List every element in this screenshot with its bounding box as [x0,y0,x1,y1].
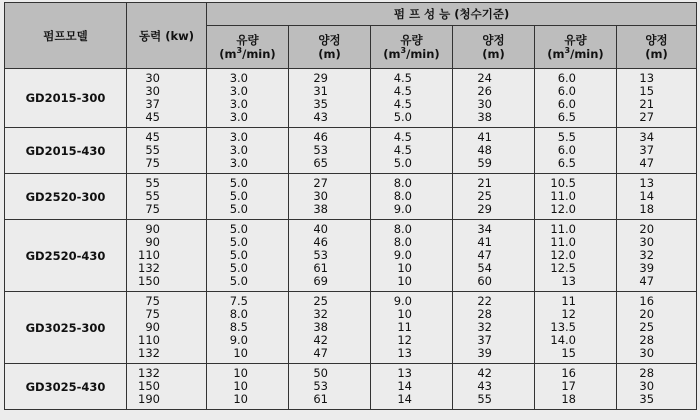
head-label: 양정 [482,33,505,47]
flow-label: 유량 [564,33,587,47]
flow-unit: $(m^3/\min)$ [547,46,604,61]
flow-value: 11.0 [550,222,576,236]
head-value: 53 [313,143,328,157]
head-value: 35 [639,392,655,406]
power-value: 30 [145,71,160,85]
flow-value: 4.5 [393,84,412,98]
flow-value: 3.0 [229,156,248,170]
power-header: 동력 (kw) [127,3,207,69]
power-value: 132 [138,346,160,360]
power-value: 75 [145,294,160,308]
head-cell [453,69,535,128]
flow-value: 10.5 [550,176,576,190]
flow-cell [371,69,453,128]
head-cell [289,174,371,220]
head-unit: (m) [645,47,668,61]
head-value: 48 [477,143,492,157]
flow-cell [371,174,453,220]
flow-value: 5.0 [229,261,248,275]
flow-value: 13.5 [550,320,576,334]
power-value: 132 [138,366,160,380]
head-value: 61 [313,261,328,275]
head-cell [453,174,535,220]
head-cell [453,364,535,410]
head-cell [453,220,535,292]
flow-value: 10 [233,392,248,406]
head-value: 43 [313,110,328,124]
flow-value: 5.0 [229,202,248,216]
flow-value: 10 [397,274,412,288]
flow-value: 3.0 [229,143,248,157]
head-value: 30 [477,97,492,111]
head-value: 39 [477,346,492,360]
power-value: 55 [145,143,160,157]
head-value: 69 [313,274,328,288]
power-value: 110 [138,248,160,262]
flow-value: 3.0 [229,110,248,124]
flow-value: 11 [397,320,412,334]
power-value: 150 [138,379,160,393]
power-value: 55 [145,176,160,190]
head-value: 41 [477,235,492,249]
flow-value: 13 [561,274,576,288]
flow-value: 8.0 [229,307,248,321]
head-unit: (m) [318,47,341,61]
head-value: 38 [477,110,492,124]
head-value: 27 [313,176,328,190]
flow-value: 4.5 [393,71,412,85]
table-row [5,220,697,292]
head-value: 13 [639,71,655,85]
head-value: 37 [477,333,492,347]
flow-value: 9.0 [393,248,412,262]
head-label: 양정 [645,33,668,47]
head-value: 28 [477,307,492,321]
flow-value: 9.0 [229,333,248,347]
flow-value: 17 [561,379,576,393]
head-value: 30 [639,235,655,249]
head-cell [453,292,535,364]
head-value: 47 [477,248,492,262]
head-value: 21 [477,176,492,190]
head-header [453,26,535,69]
head-value: 46 [313,130,328,144]
flow-value: 5.0 [393,110,412,124]
head-value: 27 [639,110,655,124]
flow-value: 16 [561,366,576,380]
flow-value: 12.0 [550,202,576,216]
power-cell [127,292,207,364]
table-row [5,364,697,410]
flow-value: 4.5 [393,143,412,157]
head-value: 34 [639,130,655,144]
flow-cell [371,128,453,174]
table-row [5,292,697,364]
flow-value: 6.0 [557,71,576,85]
power-cell [127,128,207,174]
table-row [5,69,697,128]
flow-value: 10 [233,346,248,360]
flow-value: 18 [561,392,576,406]
flow-cell [535,128,617,174]
model-header: 펌프모델 [5,3,127,69]
flow-value: 6.0 [557,84,576,98]
flow-cell [535,292,617,364]
flow-label: 유량 [236,33,259,47]
power-cell [127,69,207,128]
head-value: 61 [313,392,328,406]
head-value: 38 [313,202,328,216]
head-value: 26 [477,84,492,98]
flow-value: 5.5 [557,130,576,144]
flow-cell [371,292,453,364]
head-unit: (m) [482,47,505,61]
head-value: 53 [313,379,328,393]
flow-value: 11 [561,294,576,308]
flow-value: 15 [561,346,576,360]
flow-value: 5.0 [229,274,248,288]
flow-header [371,26,453,69]
head-cell [289,364,371,410]
head-value: 18 [639,202,655,216]
head-value: 20 [639,307,655,321]
flow-label: 유량 [400,33,423,47]
flow-value: 5.0 [229,235,248,249]
flow-value: 12.0 [550,248,576,262]
power-value: 45 [145,130,160,144]
flow-value: 14 [397,379,412,393]
performance-header: 펌 프 성 능 (청수기준) [207,3,697,26]
flow-value: 5.0 [393,156,412,170]
flow-value: 9.0 [393,202,412,216]
head-cell [289,220,371,292]
head-value: 14 [639,189,655,203]
power-value: 75 [145,202,160,216]
flow-value: 3.0 [229,71,248,85]
head-cell [617,174,697,220]
flow-value: 5.0 [229,248,248,262]
flow-value: 13 [397,366,412,380]
flow-value: 12.5 [550,261,576,275]
head-cell [453,128,535,174]
flow-value: 8.0 [393,176,412,190]
head-value: 55 [477,392,492,406]
power-value: 90 [145,320,160,334]
head-value: 22 [477,294,492,308]
flow-value: 3.0 [229,130,248,144]
head-value: 32 [477,320,492,334]
flow-value: 10 [397,307,412,321]
flow-value: 6.0 [557,97,576,111]
model-cell: GD2015-430 [5,128,127,174]
flow-header [207,26,289,69]
flow-value: 11.0 [550,235,576,249]
head-value: 43 [477,379,492,393]
flow-value: 6.5 [557,156,576,170]
flow-cell [535,174,617,220]
flow-value: 3.0 [229,97,248,111]
flow-value: 8.5 [229,320,248,334]
head-value: 40 [313,222,328,236]
flow-value: 10 [397,261,412,275]
flow-value: 10 [233,379,248,393]
flow-unit: $(m^3/\min)$ [219,46,276,61]
power-value: 37 [145,97,160,111]
head-value: 13 [639,176,655,190]
head-cell [617,69,697,128]
head-cell [617,128,697,174]
flow-value: 13 [397,346,412,360]
flow-value: 3.0 [229,84,248,98]
flow-cell [207,128,289,174]
pump-performance-table [4,2,697,410]
head-value: 25 [639,320,655,334]
head-value: 35 [313,97,328,111]
model-cell: GD3025-430 [5,364,127,410]
flow-value: 5.0 [229,222,248,236]
head-value: 29 [313,71,328,85]
head-cell [289,69,371,128]
flow-unit: $(m^3/\min)$ [383,46,440,61]
flow-value: 8.0 [393,235,412,249]
flow-value: 12 [561,307,576,321]
head-value: 29 [477,202,492,216]
table-row [5,174,697,220]
head-value: 60 [477,274,492,288]
power-value: 132 [138,261,160,275]
head-value: 41 [477,130,492,144]
head-cell [289,128,371,174]
flow-cell [535,69,617,128]
head-value: 30 [313,189,328,203]
head-value: 37 [639,143,655,157]
head-value: 50 [313,366,328,380]
head-cell [617,364,697,410]
head-value: 47 [313,346,328,360]
flow-value: 5.0 [229,189,248,203]
power-value: 110 [138,333,160,347]
flow-value: 8.0 [393,189,412,203]
power-cell [127,220,207,292]
model-cell: GD2520-430 [5,220,127,292]
head-value: 65 [313,156,328,170]
power-value: 150 [138,274,160,288]
table-row [5,128,697,174]
head-cell [289,292,371,364]
head-header [289,26,371,69]
flow-value: 11.0 [550,189,576,203]
flow-cell [207,174,289,220]
head-value: 28 [639,333,655,347]
power-value: 90 [145,235,160,249]
flow-value: 14.0 [550,333,576,347]
head-value: 28 [639,366,655,380]
head-value: 54 [477,261,492,275]
head-value: 16 [639,294,655,308]
head-header [617,26,697,69]
flow-value: 8.0 [393,222,412,236]
head-value: 25 [313,294,328,308]
flow-cell [535,220,617,292]
head-value: 15 [639,84,655,98]
flow-value: 9.0 [393,294,412,308]
head-value: 32 [639,248,655,262]
power-value: 75 [145,156,160,170]
head-value: 46 [313,235,328,249]
head-value: 47 [639,274,655,288]
power-value: 75 [145,307,160,321]
head-label: 양정 [318,33,341,47]
flow-value: 4.5 [393,97,412,111]
flow-value: 10 [233,366,248,380]
flow-header [535,26,617,69]
flow-value: 12 [397,333,412,347]
power-value: 90 [145,222,160,236]
flow-cell [207,292,289,364]
head-cell [617,292,697,364]
power-cell [127,364,207,410]
power-value: 55 [145,189,160,203]
flow-value: 14 [397,392,412,406]
head-value: 42 [477,366,492,380]
flow-cell [207,220,289,292]
head-value: 31 [313,84,328,98]
model-cell: GD2015-300 [5,69,127,128]
model-cell: GD2520-300 [5,174,127,220]
head-value: 24 [477,71,492,85]
head-value: 59 [477,156,492,170]
head-value: 20 [639,222,655,236]
head-value: 38 [313,320,328,334]
flow-cell [207,364,289,410]
flow-value: 5.0 [229,176,248,190]
head-value: 32 [313,307,328,321]
head-value: 53 [313,248,328,262]
head-value: 47 [639,156,655,170]
flow-value: 6.5 [557,110,576,124]
flow-value: 6.0 [557,143,576,157]
flow-value: 7.5 [229,294,248,308]
head-value: 21 [639,97,655,111]
power-value: 190 [138,392,160,406]
flow-cell [207,69,289,128]
flow-cell [535,364,617,410]
flow-cell [371,220,453,292]
model-cell: GD3025-300 [5,292,127,364]
power-value: 30 [145,84,160,98]
power-cell [127,174,207,220]
head-value: 42 [313,333,328,347]
flow-value: 4.5 [393,130,412,144]
head-value: 25 [477,189,492,203]
head-value: 30 [639,379,655,393]
flow-cell [371,364,453,410]
head-value: 34 [477,222,492,236]
head-value: 39 [639,261,655,275]
head-cell [617,220,697,292]
head-value: 30 [639,346,655,360]
power-value: 45 [145,110,160,124]
